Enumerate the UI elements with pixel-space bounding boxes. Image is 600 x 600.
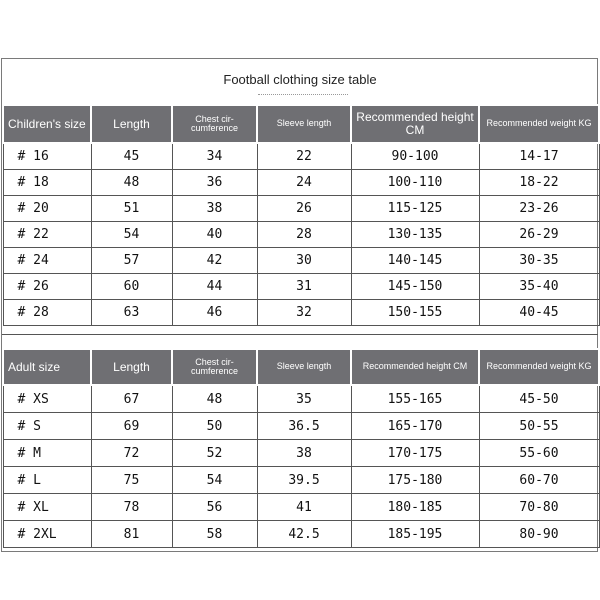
table-row: [3, 274, 599, 300]
height-cell: 175-180: [351, 467, 479, 494]
header-size: Children's size: [3, 105, 91, 143]
header-sleeve: Sleeve length: [257, 105, 351, 143]
weight-cell: 18-22: [479, 170, 599, 196]
header-height: Recommended height CM: [351, 105, 479, 143]
height-cell: 100-110: [351, 170, 479, 196]
height-cell: 165-170: [351, 413, 479, 440]
size-cell: # L: [3, 467, 91, 494]
chest-cell: 54: [172, 467, 257, 494]
size-cell: # 2XL: [3, 521, 91, 548]
sleeve-cell: 39.5: [257, 467, 351, 494]
header-chest: Chest cir-cumference: [172, 105, 257, 143]
weight-cell: 35-40: [479, 274, 599, 300]
height-cell: 140-145: [351, 248, 479, 274]
table-row: [3, 385, 599, 413]
height-cell: 130-135: [351, 222, 479, 248]
sleeve-cell: 35: [257, 385, 351, 413]
weight-cell: 80-90: [479, 521, 599, 548]
size-cell: # XS: [3, 385, 91, 413]
chest-cell: 38: [172, 196, 257, 222]
table-row: [3, 248, 599, 274]
height-cell: 150-155: [351, 300, 479, 326]
size-cell: # 22: [3, 222, 91, 248]
adult-table-body: [3, 385, 599, 548]
sleeve-cell: 26: [257, 196, 351, 222]
sleeve-cell: 42.5: [257, 521, 351, 548]
table-row: [3, 300, 599, 326]
sleeve-cell: 30: [257, 248, 351, 274]
height-cell: 155-165: [351, 385, 479, 413]
header-chest: Chest cir-cumference: [172, 349, 257, 385]
title-underline: [258, 94, 348, 97]
height-cell: 145-150: [351, 274, 479, 300]
header-weight: Recommended weight KG: [479, 105, 599, 143]
table-row: [3, 143, 599, 170]
chest-cell: 42: [172, 248, 257, 274]
table-row: [3, 413, 599, 440]
children-size-table: [2, 104, 600, 326]
table-row: [3, 494, 599, 521]
height-cell: 90-100: [351, 143, 479, 170]
length-cell: 45: [91, 143, 172, 170]
height-cell: 180-185: [351, 494, 479, 521]
header-length: Length: [91, 105, 172, 143]
weight-cell: 40-45: [479, 300, 599, 326]
height-cell: 115-125: [351, 196, 479, 222]
weight-cell: 45-50: [479, 385, 599, 413]
table-row: [3, 521, 599, 548]
weight-cell: 55-60: [479, 440, 599, 467]
chest-cell: 44: [172, 274, 257, 300]
weight-cell: 23-26: [479, 196, 599, 222]
length-cell: 57: [91, 248, 172, 274]
weight-cell: 26-29: [479, 222, 599, 248]
weight-cell: 50-55: [479, 413, 599, 440]
height-cell: 185-195: [351, 521, 479, 548]
size-cell: # 18: [3, 170, 91, 196]
size-cell: # 28: [3, 300, 91, 326]
size-cell: # XL: [3, 494, 91, 521]
sleeve-cell: 41: [257, 494, 351, 521]
chest-cell: 58: [172, 521, 257, 548]
length-cell: 67: [91, 385, 172, 413]
header-weight: Recommended weight KG: [479, 349, 599, 385]
height-cell: 170-175: [351, 440, 479, 467]
sleeve-cell: 22: [257, 143, 351, 170]
chest-cell: 40: [172, 222, 257, 248]
sleeve-cell: 24: [257, 170, 351, 196]
table-row: [3, 170, 599, 196]
length-cell: 60: [91, 274, 172, 300]
length-cell: 72: [91, 440, 172, 467]
table-row: [3, 196, 599, 222]
chest-cell: 48: [172, 385, 257, 413]
sleeve-cell: 32: [257, 300, 351, 326]
chest-cell: 36: [172, 170, 257, 196]
length-cell: 75: [91, 467, 172, 494]
chest-cell: 50: [172, 413, 257, 440]
adult-size-table: [2, 348, 600, 548]
header-length: Length: [91, 349, 172, 385]
table-row: [3, 222, 599, 248]
sleeve-cell: 36.5: [257, 413, 351, 440]
size-cell: # 20: [3, 196, 91, 222]
length-cell: 51: [91, 196, 172, 222]
size-cell: # 26: [3, 274, 91, 300]
length-cell: 81: [91, 521, 172, 548]
length-cell: 78: [91, 494, 172, 521]
sleeve-cell: 28: [257, 222, 351, 248]
size-cell: # S: [3, 413, 91, 440]
weight-cell: 70-80: [479, 494, 599, 521]
chest-cell: 34: [172, 143, 257, 170]
length-cell: 63: [91, 300, 172, 326]
adult-header-row: [3, 349, 599, 385]
children-table-body: [3, 143, 599, 326]
size-cell: # M: [3, 440, 91, 467]
table-row: [3, 467, 599, 494]
size-cell: # 16: [3, 143, 91, 170]
sleeve-cell: 31: [257, 274, 351, 300]
weight-cell: 60-70: [479, 467, 599, 494]
sleeve-cell: 38: [257, 440, 351, 467]
chest-cell: 46: [172, 300, 257, 326]
weight-cell: 30-35: [479, 248, 599, 274]
chest-cell: 52: [172, 440, 257, 467]
length-cell: 54: [91, 222, 172, 248]
length-cell: 69: [91, 413, 172, 440]
weight-cell: 14-17: [479, 143, 599, 170]
size-cell: # 24: [3, 248, 91, 274]
table-row: [3, 440, 599, 467]
length-cell: 48: [91, 170, 172, 196]
chart-title: Football clothing size table: [223, 72, 377, 87]
header-height: Recommended height CM: [351, 349, 479, 385]
chest-cell: 56: [172, 494, 257, 521]
header-size: Adult size: [3, 349, 91, 385]
header-sleeve: Sleeve length: [257, 349, 351, 385]
children-header-row: [3, 105, 599, 143]
section-divider: [2, 334, 598, 335]
